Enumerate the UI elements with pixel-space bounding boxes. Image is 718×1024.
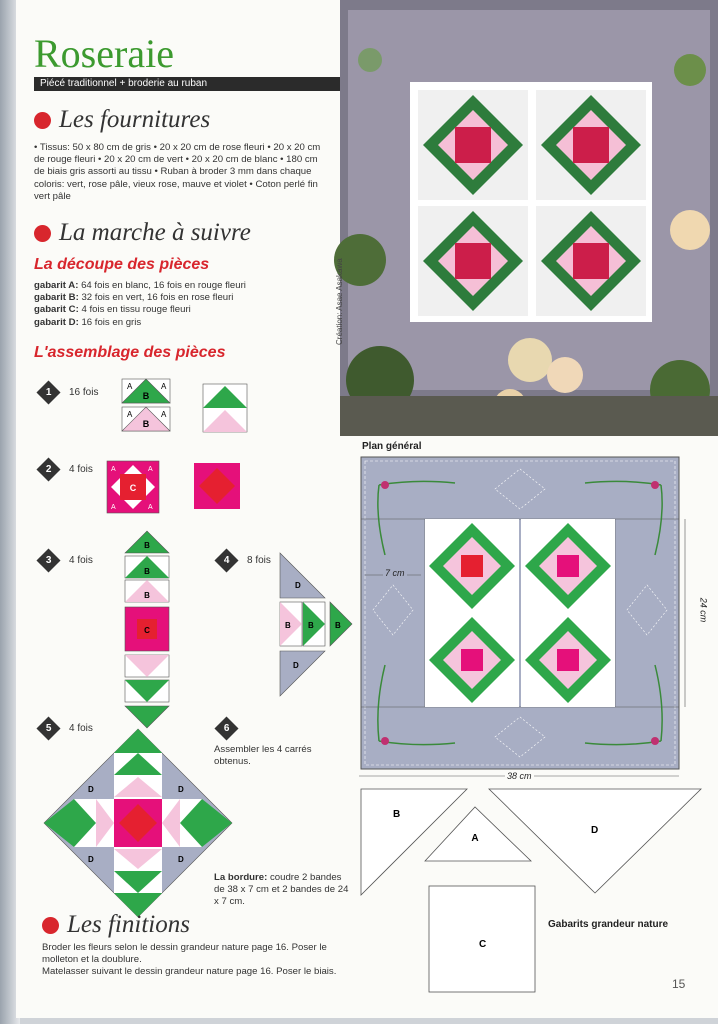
svg-text:D: D [293,661,299,670]
svg-text:B: B [142,391,150,401]
step-number-icon: 6 [214,716,238,740]
step-number-icon: 1 [36,380,60,404]
red-bullet-icon [42,917,59,934]
step-5-block [44,729,232,917]
heading-marche: La marche à suivre [34,219,251,247]
step-2: 2 4 fois [40,461,93,478]
subtitle-bar: Piécé traditionnel + broderie au ruban [34,77,340,91]
svg-text:C: C [129,483,137,493]
svg-text:B: B [142,419,150,429]
page-title: Roseraie [34,31,174,76]
list-item: gabarit C: 4 fois en tissu rouge fleuri [34,304,191,316]
dim-border: 7 cm [385,568,405,578]
svg-text:D: D [88,785,94,794]
gabarit-b-label: B [393,809,401,820]
svg-text:B: B [308,621,314,630]
list-item: gabarit B: 32 fois en vert, 16 fois en rose fleuri [34,292,234,304]
quilt-photo-image [340,0,718,436]
svg-text:C: C [144,626,150,635]
svg-text:D: D [178,855,184,864]
svg-text:A: A [111,504,116,511]
svg-text:D: D [295,581,301,590]
heading-decoupe: La découpe des pièces [34,256,210,273]
gabarits-templates [355,785,710,1000]
svg-text:D: D [178,785,184,794]
svg-text:B: B [335,621,341,630]
svg-text:A: A [127,410,133,419]
step-2-unit [107,461,159,513]
page-number: 15 [672,977,686,991]
step-2-result [194,463,240,509]
step-number-icon: 2 [36,457,60,481]
gabarit-a-label: A [471,833,479,844]
step-6-text: Assembler les 4 carrés obtenus. [214,744,312,768]
dim-width: 38 cm [507,771,532,781]
list-item: gabarit A: 64 fois en blanc, 16 fois en rouge fleuri [34,280,246,291]
step-5: 5 4 fois [40,720,93,737]
step-number-icon: 3 [36,548,60,572]
photo-caption: Création: Asae Asakawa [335,258,344,345]
step-number-icon: 4 [214,548,238,572]
list-item: gabarit D: 16 fois en gris [34,316,142,328]
step-1-unit [122,379,170,431]
svg-text:A: A [148,504,153,511]
heading-fournitures: Les fournitures [34,106,210,134]
svg-text:A: A [161,410,167,419]
step-number-icon: 5 [36,716,60,740]
plan-diagram [355,455,695,785]
svg-text:A: A [161,382,167,391]
finitions-text: Broder les fleurs selon le dessin grandeur nature page 16. Poser le molleton et la doublure. Matelasser suivant le dessin grandeur nature page 16. Poser le biais. [42,942,337,978]
fournitures-text: • Tissus: 50 x 80 cm de gris • 20 x 20 cm de rose fleuri • 20 x 20 cm de rouge fleuri • 20 x 20 cm de vert • 20 x 20 cm de blanc • 180 cm de biais gris assorti au tissu • Ruban à broder 3 mm dans chaque coloris: vert, rose pâle, vieux rose, mauve et violet • Coton perlé fin vert pâle [34,142,321,202]
step-1-result [203,384,247,432]
svg-text:B: B [285,621,291,630]
svg-text:A: A [111,466,116,473]
step-3-column [125,531,169,728]
step-1: 1 16 fois [40,384,98,401]
svg-text:A: A [127,382,133,391]
quilt-photo [340,0,718,436]
gabarit-c-label: C [479,939,487,950]
svg-text:B: B [144,541,150,550]
svg-text:D: D [88,855,94,864]
svg-text:B: B [144,567,150,576]
step-3: 3 4 fois [40,552,93,569]
svg-text:A: A [148,466,153,473]
gabarits-caption: Gabarits grandeur nature [548,919,669,930]
bordure-text: La bordure: coudre 2 bandes de 38 x 7 cm et 2 bandes de 24 x 7 cm. [214,872,349,908]
step-4: 4 8 fois [218,552,271,569]
heading-finitions: Les finitions [42,911,190,939]
gabarit-d-label: D [591,825,599,836]
plan-title: Plan général [362,441,422,452]
assembly-diagrams [0,0,340,900]
heading-assemblage: L'assemblage des pièces [34,344,226,361]
svg-text:B: B [144,591,150,600]
dim-height: 24 cm [698,597,709,623]
